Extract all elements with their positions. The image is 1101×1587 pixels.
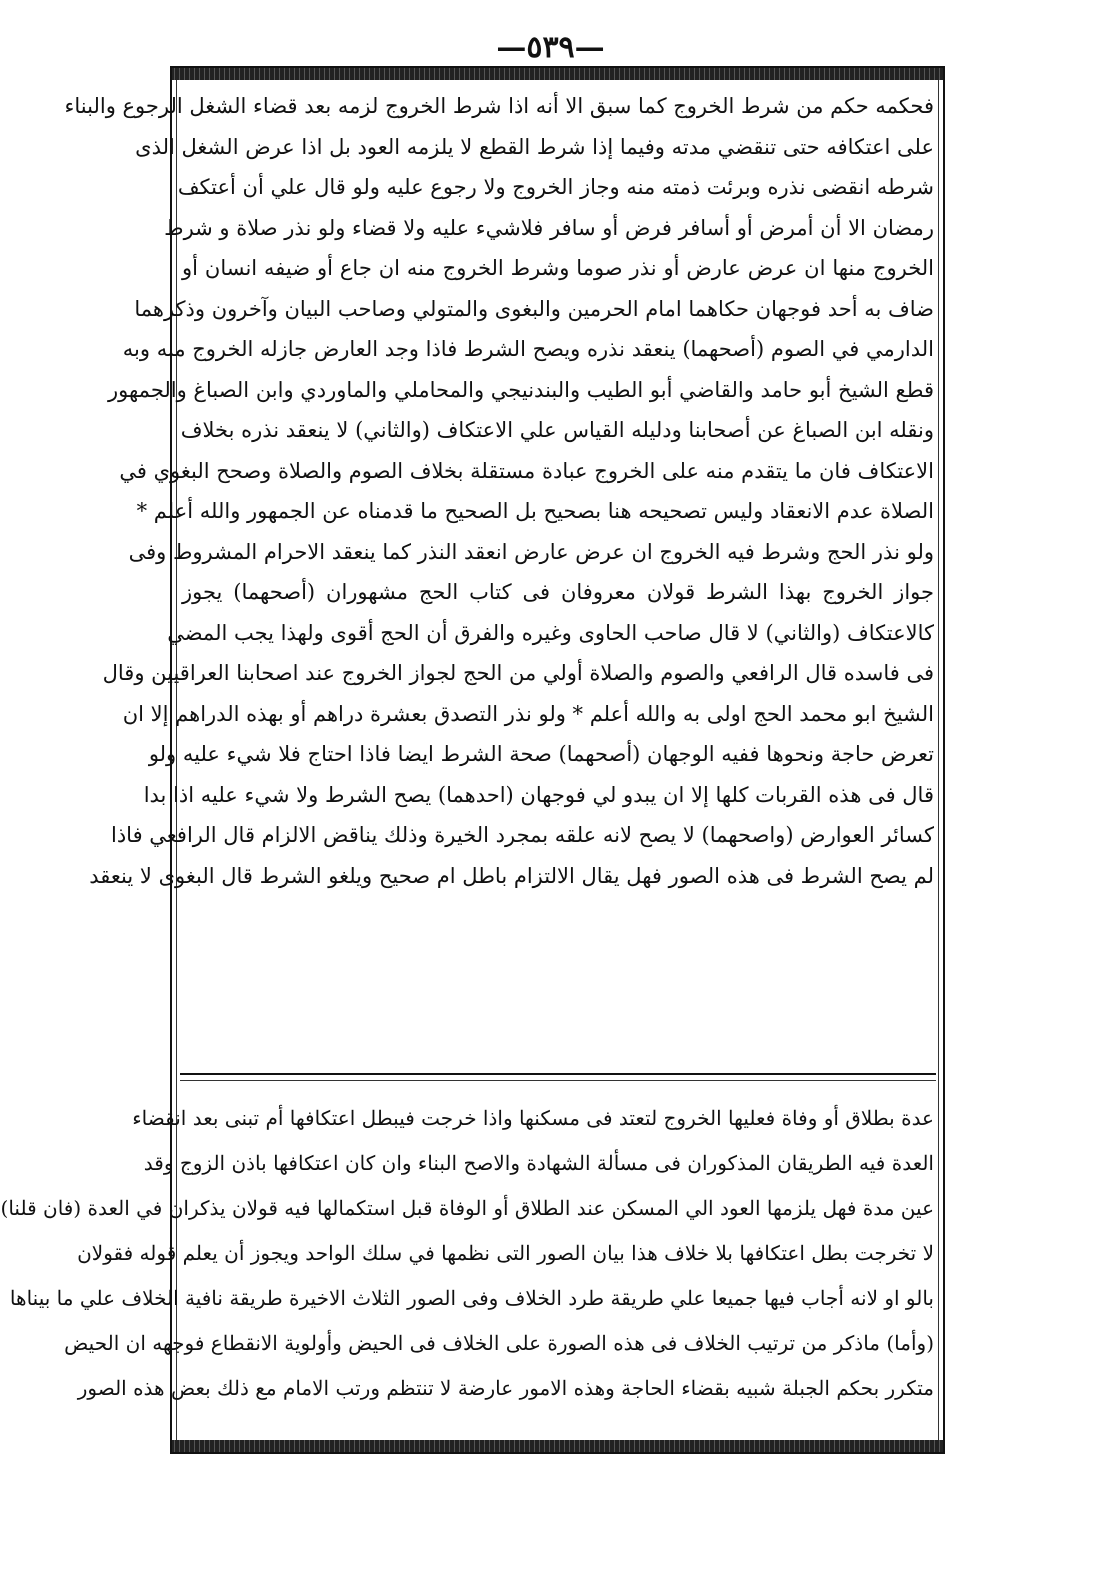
main-text-block <box>64 86 934 896</box>
footnote-line: (وأما) ماذكر من ترتيب الخلاف فى هذه الصورة على الخلاف فى الحيض وأولوية الانقطاع فوجهه ان الحيض <box>64 1331 934 1355</box>
main-text-line: شرطه انقضى نذره وبرئت ذمته منه وجاز الخروج ولا رجوع عليه ولو قال علي أن أعتكف <box>177 175 934 199</box>
main-text-line: فى فاسده قال الرافعي والصوم والصلاة أولي من الحج لجواز الخروج عند اصحابنا العراقيين وقال <box>102 661 934 685</box>
page-number: —٥٣٩— <box>496 30 605 65</box>
footnote-line: بالو او لانه أجاب فيها جميعا علي طريقة طرد الخلاف وفى الصور الثلاث الاخيرة طريقة نافية الخلاف علي ما بيناها <box>9 1286 934 1310</box>
main-text-line: قال فى هذه القربات كلها إلا ان يبدو لي فوجهان (احدهما) يصح الشرط ولا شيء عليه اذا بدا <box>143 782 934 807</box>
footnote-line: عين مدة فهل يلزمها العود الي المسكن عند الطلاق أو الوفاة قبل استكمالها فيه قولان يذكران في العدة (فان قلنا) <box>0 1196 934 1220</box>
main-text-line: قطع الشيخ أبو حامد والقاضي أبو الطيب والبندنيجي والمحاملي والماوردي وابن الصباغ والجمهور <box>108 377 934 402</box>
main-text-line: الخروج منها ان عرض عارض أو نذر صوما وشرط الخروج منه ان جاع أو ضيفه انسان أو <box>182 256 934 280</box>
main-text-line: ولو نذر الحج وشرط فيه الخروج ان عرض عارض انعقد النذر كما ينعقد الاحرام المشروط وفى <box>128 539 934 564</box>
main-text-line: الدارمي في الصوم (أصحهما) ينعقد نذره ويصح الشرط فاذا وجد العارض جازله الخروج منه وبه <box>122 337 934 361</box>
footnote-line: عدة بطلاق أو وفاة فعليها الخروج لتعتد فى مسكنها واذا خرجت فيبطل اعتكافها أم تبنى بعد انقضاء <box>132 1106 934 1130</box>
main-text-line: كالاعتكاف (والثاني) لا قال صاحب الحاوى وغيره والفرق أن الحج أقوى ولهذا يجب المضي <box>167 620 934 645</box>
main-text-line: جواز الخروج بهذا الشرط قولان معروفان فى كتاب الحج مشهوران (أصحهما) يجوز <box>182 580 934 604</box>
frame-bottom-border <box>172 1440 943 1452</box>
footnote-line: متكرر بحكم الجبلة شبيه بقضاء الحاجة وهذه الامور عارضة لا تنتظم ورتب الامام مع ذلك بعض هذه الصور <box>77 1376 934 1400</box>
main-text-line: كسائر العوارض (واصحهما) لا يصح لانه علقه بمجرد الخيرة وذلك يناقض الالزام قال الرافعي فاذا <box>111 823 934 847</box>
footnote-block <box>0 1096 934 1411</box>
main-text-line: الشيخ ابو محمد الحج اولى به والله أعلم * ولو نذر التصدق بعشرة دراهم أو بهذه الدراهم إلا ان <box>122 701 934 726</box>
main-text-line: على اعتكافه حتى تنقضي مدته وفيما إذا شرط القطع لا يلزمه العود بل اذا عرض الشغل الذى <box>135 134 934 159</box>
frame-top-border <box>172 68 943 80</box>
main-text-line: تعرض حاجة ونحوها ففيه الوجهان (أصحهما) صحة الشرط ايضا فاذا احتاج فلا شيء عليه ولو <box>148 742 934 766</box>
main-text-line: الصلاة عدم الانعقاد وليس تصحيحه هنا بصحيح بل الصحيح ما قدمناه عن الجمهور والله أعلم * <box>136 499 934 523</box>
footnote-divider <box>180 1073 936 1075</box>
footnote-divider-inner <box>180 1080 936 1081</box>
main-text-line: ونقله ابن الصباغ عن أصحابنا ودليله القياس علي الاعتكاف (والثاني) لا ينعقد نذره بخلاف <box>180 418 934 442</box>
main-text-line: لم يصح الشرط فى هذه الصور فهل يقال الالتزام باطل ام صحيح ويلغو الشرط قال البغوى لا ينعقد <box>89 863 934 888</box>
main-text-line: الاعتكاف فان ما يتقدم منه على الخروج عبادة مستقلة بخلاف الصوم والصلاة وصحح البغوي في <box>119 458 934 483</box>
main-text-line: ضاف به أحد فوجهان حكاهما امام الحرمين والبغوى والمتولي وصاحب البيان وآخرون وذكرهما <box>134 296 934 321</box>
main-text-line: فحكمه حكم من شرط الخروج كما سبق الا أنه اذا شرط الخروج لزمه بعد قضاء الشغل الرجوع والبناء <box>64 94 934 118</box>
main-text-line: رمضان الا أن أمرض أو أسافر فرض أو سافر فلاشيء عليه ولا قضاء ولو نذر صلاة و شرط <box>164 215 934 240</box>
footnote-line: لا تخرجت بطل اعتكافها بلا خلاف هذا بيان الصور التى نظمها في سلك الواحد ويجوز أن يعلم قوله فقولان <box>77 1241 934 1265</box>
footnote-line: العدة فيه الطريقان المذكوران فى مسألة الشهادة والاصح البناء وان كان اعتكافها باذن الزوج وقد <box>143 1151 934 1175</box>
